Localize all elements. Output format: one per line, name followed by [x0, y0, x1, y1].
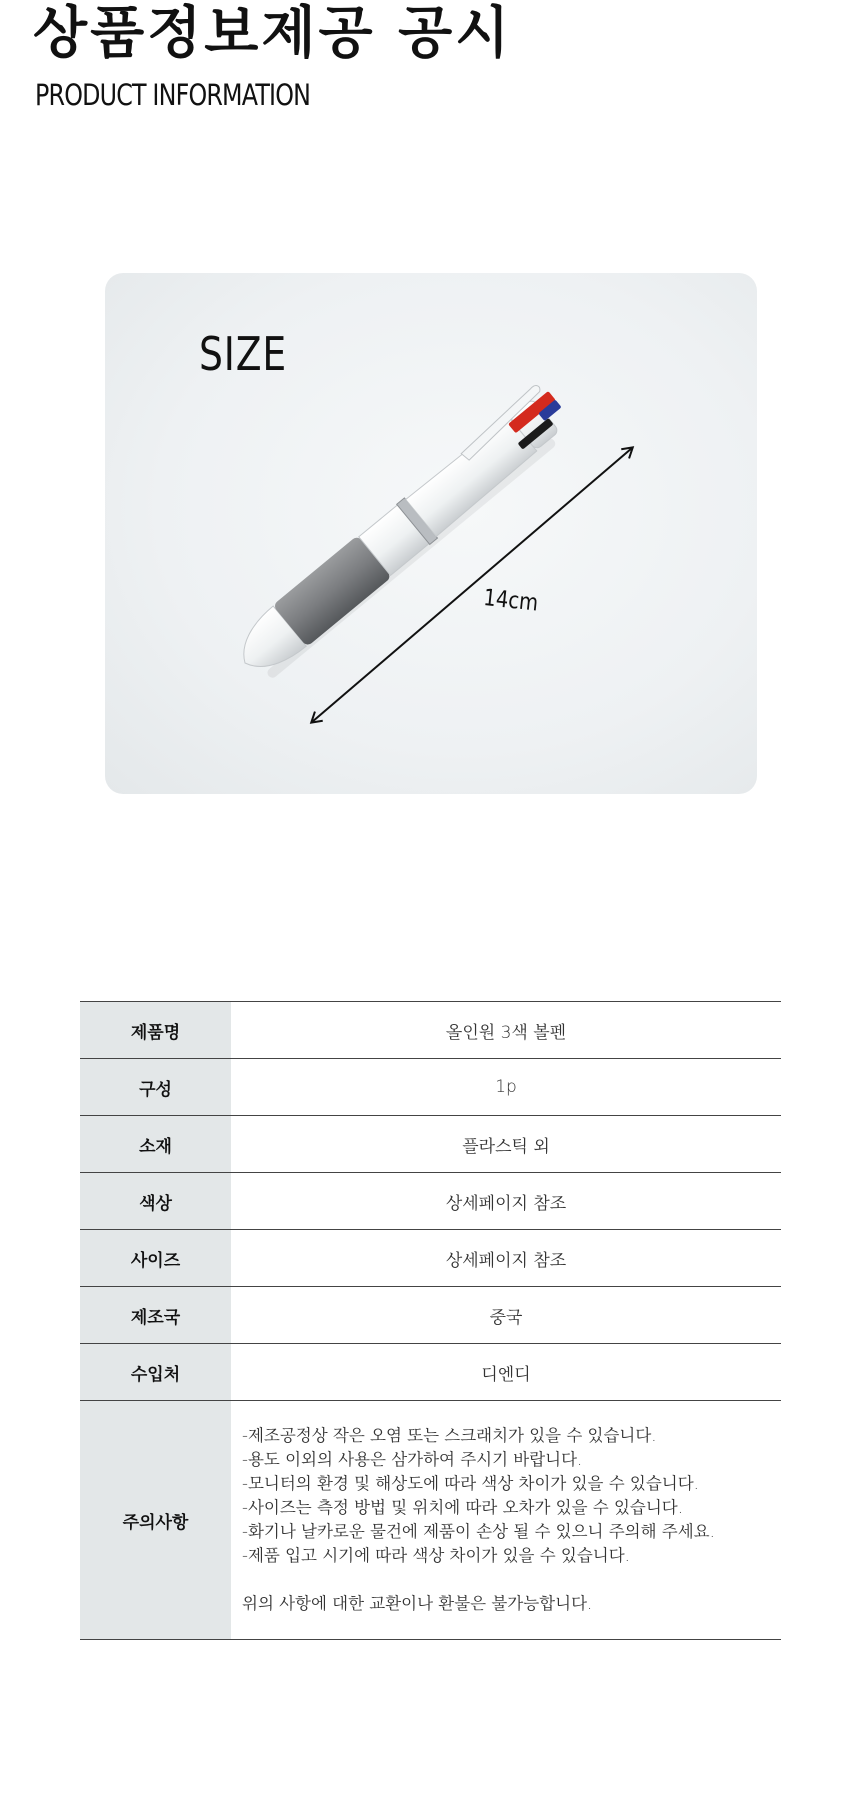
notes-footer: 위의 사항에 대한 교환이나 환불은 불가능합니다. — [242, 1594, 593, 1613]
table-row-notes — [80, 1401, 781, 1640]
row-value: 플라스틱 외 — [231, 1116, 781, 1173]
row-label: 소재 — [80, 1116, 231, 1173]
table-row — [80, 1116, 781, 1173]
note-line: -모니터의 환경 및 해상도에 따라 색상 차이가 있을 수 있습니다. — [242, 1474, 699, 1493]
note-line: -용도 이외의 사용은 삼가하여 주시기 바랍니다. — [242, 1450, 583, 1469]
product-size-photo — [105, 273, 757, 794]
table-row — [80, 1002, 781, 1059]
row-value: 올인원 3색 볼펜 — [231, 1002, 781, 1059]
row-value: 디엔디 — [231, 1344, 781, 1401]
table-row — [80, 1344, 781, 1401]
row-label: 구성 — [80, 1059, 231, 1116]
notes-label: 주의사항 — [80, 1401, 231, 1640]
notes-content — [231, 1401, 781, 1640]
row-label: 사이즈 — [80, 1230, 231, 1287]
note-line: -화기나 날카로운 물건에 제품이 손상 될 수 있으니 주의해 주세요. — [242, 1522, 715, 1541]
note-line: -사이즈는 측정 방법 및 위치에 따라 오차가 있을 수 있습니다. — [242, 1498, 683, 1517]
row-label: 제조국 — [80, 1287, 231, 1344]
dimension-label: 14cm — [482, 585, 540, 617]
row-value: 중국 — [231, 1287, 781, 1344]
table-row — [80, 1287, 781, 1344]
row-value: 1p — [231, 1059, 781, 1116]
row-value: 상세페이지 참조 — [231, 1230, 781, 1287]
pen — [226, 381, 578, 686]
table-row — [80, 1059, 781, 1116]
row-label: 색상 — [80, 1173, 231, 1230]
note-line: -제품 입고 시기에 따라 색상 차이가 있을 수 있습니다. — [242, 1546, 630, 1565]
row-value: 상세페이지 참조 — [231, 1173, 781, 1230]
table-row — [80, 1230, 781, 1287]
page-title: 상품정보제공 공시 — [33, 1, 513, 66]
row-label: 수입처 — [80, 1344, 231, 1401]
row-label: 제품명 — [80, 1002, 231, 1059]
page-subtitle: PRODUCT INFORMATION — [35, 78, 311, 112]
note-line: -제조공정상 작은 오염 또는 스크래치가 있을 수 있습니다. — [242, 1426, 657, 1445]
table-row — [80, 1173, 781, 1230]
size-label: SIZE — [199, 327, 288, 381]
product-info-table — [80, 1001, 781, 1640]
